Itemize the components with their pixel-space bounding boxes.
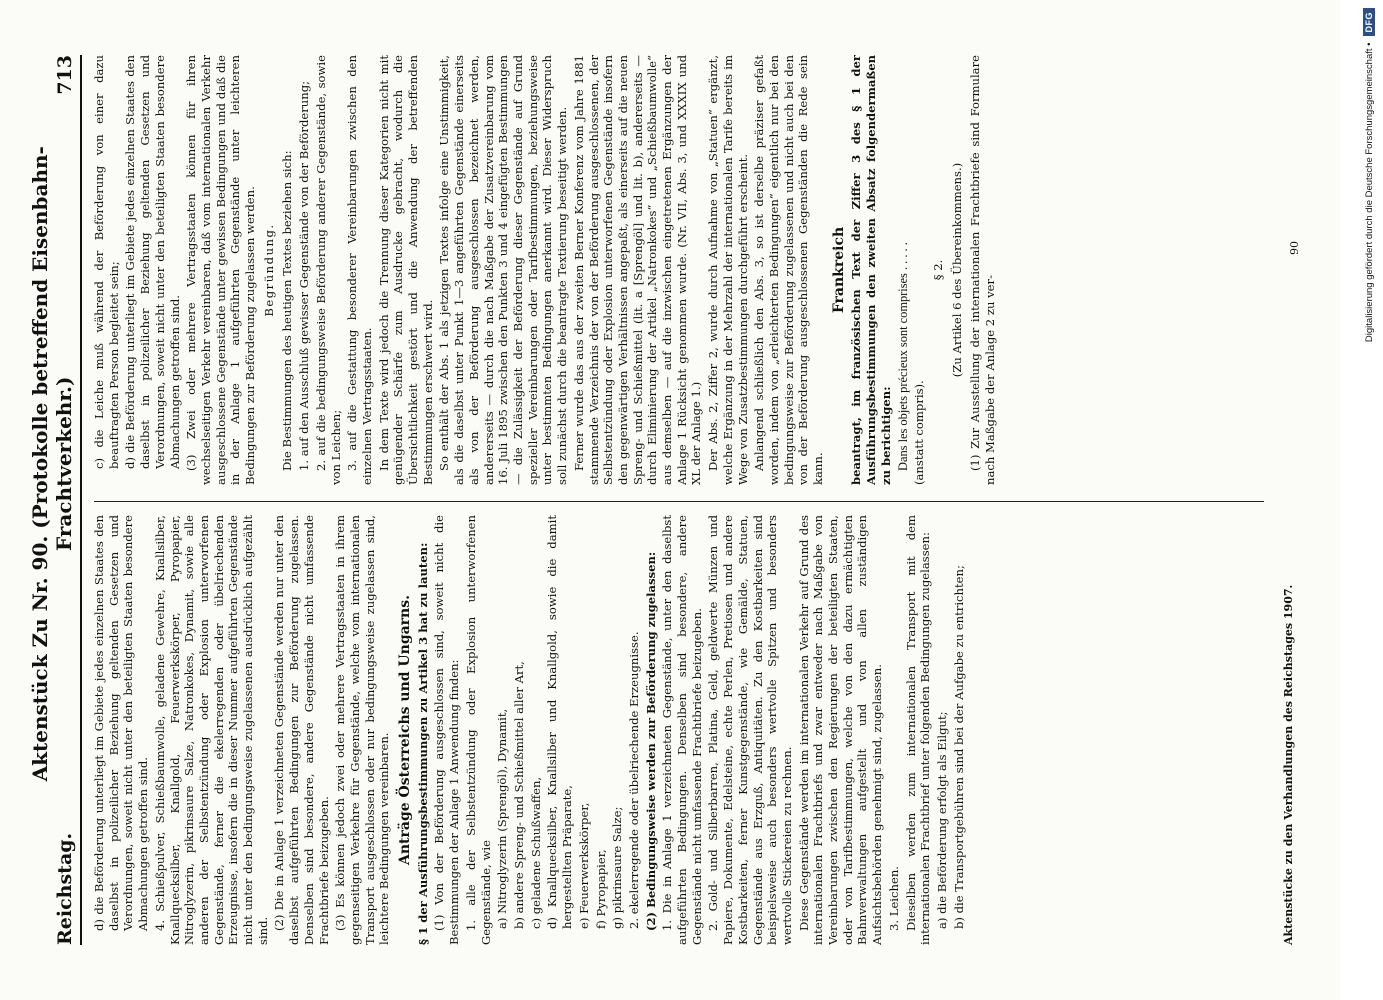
paragraph: Dieselben werden zum internationalen Transport mit dem internationalen Frachtbrief unter folgenden Bedingungen zugelassen: bbox=[903, 515, 933, 945]
paragraph: 2. auf die bedingungsweise Beförderung anderer Gegenstände, sowie von Leichen; bbox=[313, 55, 343, 485]
paragraph: Der Abs. 2, Ziffer 2, wurde durch Aufnahme von „Statuen“ ergänzt, welche Ergänzung in der Mehrzahl der internationalen Tarife bereits im Wege von Zusatzbestimmungen durchgeführt erscheint. bbox=[706, 55, 750, 485]
paragraph: 1. alle der Selbstentzündung oder Explosion unterworfenen Gegenstände, wie bbox=[463, 515, 493, 945]
list-item: a) die Beförderung erfolgt als Eilgut; bbox=[934, 711, 949, 929]
right-column bbox=[92, 55, 1272, 485]
section-heading: Begründung. bbox=[261, 223, 276, 317]
list-item: c) geladene Schußwaffen, bbox=[528, 776, 543, 929]
paragraph: 4. Schießpulver, Schießbaumwolle, geladene Gewehre, Knallsilber, Knallquecksilber, Knallgold, Feuerwerkskörper, Pyropapier, Nitroglyzerin, pikrinsaure Salze, Natronkokes, Dynamit, sowie alle anderen der Selbstentzündung oder Explosion unterworfenen Gegenstände, ferner die ekelerregenden oder übelriechenden Erzeugnisse, insofern die in dieser Nummer aufgeführten Gegenstände nicht unter den bedingungsweise zugelassenen ausdrücklich aufgezählt sind. bbox=[152, 515, 270, 945]
list-item: f) Pyropapier, bbox=[593, 849, 608, 929]
paragraph: Diese Gegenstände werden im internationalen Verkehr auf Grund des internationalen Frachtbriefs und zwar entweder nach Maßgabe von Vereinbarungen zwischen den Regierungen der beteiligten Staaten, oder von Tarifbestimmungen, welche von den dazu ermächtigten Bahnverwaltungen aufgestellt und von allen zuständigen Aufsichtsbehörden genehmigt sind, zugelassen. bbox=[796, 515, 885, 945]
paragraph: Dans les objets précieux sont comprises . . . . . bbox=[895, 242, 910, 471]
paragraph: (3) Es können jedoch zwei oder mehrere Vertragsstaaten in ihrem gegenseitigen Verkehre für Gegenstände, welche vom internationalen Transport ausgeschlossen oder nur bedingungsweise zugelassen sind, leichtere Bedingungen vereinbaren. bbox=[333, 515, 392, 945]
footer-note: Aktenstücke zu den Verhandlungen des Reichstages 1907. bbox=[1282, 584, 1295, 945]
list-item: b) die Transportgebühren sind bei der Aufgabe zu entrichten; bbox=[951, 565, 966, 929]
paragraph: d) die Beförderung unterliegt im Gebiete jedes einzelnen Staates den daselbst in polizeilicher Beziehung geltenden Gesetzen und Verordnungen, soweit nicht unter den beteiligten Staaten besondere Abmachungen getroffen sind. bbox=[92, 515, 151, 931]
paragraph: Anlangend schließlich den Abs. 3, so ist derselbe präziser gefaßt worden, indem von „erleichterten Bedingungen“ eigentlich nur bei den bedingungsweise zur Beförderung zugelassenen und nicht auch bei den von der Beförderung ausgeschlossenen Gegenständen die Rede sein kann. bbox=[752, 55, 826, 485]
paragraph: 1. Die in Anlage 1 verzeichneten Gegenstände, unter den daselbst aufgeführten Bedingungen. Denselben sind besondere, andere Gegenstände nicht umfassende Frachtbriefe beizugeben. bbox=[660, 515, 704, 945]
paragraph: 1. auf den Ausschluß gewisser Gegenstände von der Beförderung; bbox=[297, 80, 312, 471]
paragraph: (2) Bedingungsweise werden zur Beförderung zugelassen: bbox=[643, 551, 658, 931]
section-heading: Anträge Österreichs und Ungarns. bbox=[397, 595, 414, 865]
paragraph: 3. Leichen. bbox=[886, 866, 901, 931]
paragraph: (3) Zwei oder mehrere Vertragsstaaten können für ihren wechselseitigen Verkehr vereinbaren, daß vom internationalen Verkehr ausgeschlossene Gegenstände unter gewissen Bedingungen und daß die in der Anlage 1 aufgeführten Gegenstände unter leichteren Bedingungen zur Beförderung zugelassen werden. bbox=[184, 55, 258, 485]
digitization-text: Digitalisierung gefördert durch die Deutsche Forschungsgemeinschaft • bbox=[1363, 42, 1375, 343]
list-item: 2. ekelerregende oder übelriechende Erzeugnisse. bbox=[626, 631, 641, 929]
paragraph: Die Bestimmungen des heutigen Textes beziehen sich: bbox=[280, 150, 295, 471]
paragraph: (1) Von der Beförderung ausgeschlossen sind, soweit nicht die Bestimmungen der Anlage 1 Anwendung finden: bbox=[432, 515, 462, 945]
list-item: d) die Beförderung unterliegt im Gebiete jedes einzelnen Staates den daselbst in polizeilicher Beziehung geltenden Gesetzen und Verordnungen, soweit nicht unter den beteiligten Staaten besondere Abmachungen getroffen sind. bbox=[123, 55, 182, 469]
column-divider bbox=[94, 501, 1264, 502]
list-item: e) Feuerwerkskörper, bbox=[576, 802, 591, 929]
paragraph: beantragt, im französischen Text der Ziffer 3 des § 1 der Ausführungsbestimmungen den zweiten Absatz folgendermaßen zu berichtigen: bbox=[849, 55, 893, 485]
list-item: b) andere Spreng- und Schießmittel aller Art, bbox=[511, 661, 526, 929]
signature-mark: 90 bbox=[1288, 241, 1301, 255]
paragraph: 3. auf die Gestattung besonderer Vereinbarungen zwischen den einzelnen Vertragsstaaten. bbox=[345, 55, 374, 485]
list-item: c) die Leiche muß während der Beförderung von einer dazu beauftragten Person begleitet sein; bbox=[92, 55, 121, 469]
page-number: 713 bbox=[54, 55, 76, 95]
page-header bbox=[28, 55, 82, 945]
paragraph: So enthält der Abs. 1 als jetzigen Textes infolge eine Unstimmigkeit, als die daselbst unter Punkt 1—3 angeführten Gegenstände einerseits als von der Beförderung ausgeschlossen bezeichnet werden, andererseits — durch die nach Maßgabe der Zusatzvereinbarung vom 16. Juli 1895 zwischen den Punkten 3 und 4 eingefügten Bestimmungen — die Zulässigkeit der Beförderung dieser Gegenstände auf Grund spezieller Vereinbarungen oder Tarifbestimmungen, beziehungsweise unter bestimmten Bedingungen anerkannt wird. Dieser Widerspruch soll zunächst durch die beantragte Textierung beseitigt werden. bbox=[437, 55, 570, 485]
paragraph: (1) Zur Ausstellung der internationalen Frachtbriefe sind Formulare nach Maßgabe der Anlage 2 zu ver- bbox=[968, 55, 998, 485]
list-item: g) pikrinsaure Salze; bbox=[610, 806, 625, 929]
section-number: § 2. bbox=[930, 259, 945, 281]
dfg-logo: DFG bbox=[1363, 8, 1375, 37]
paragraph: In dem Texte wird jedoch die Trennung dieser Kategorien nicht mit genügender Schärfe zum Ausdrucke gebracht, wodurch die Übersichtlichkeit gestört und die Anwendung der betreffenden Bestimmungen erschwert wird. bbox=[376, 55, 435, 485]
list-item: d) Knallquecksilber, Knallsilber und Knallgold, sowie die damit hergestellten Präparate, bbox=[545, 515, 575, 929]
left-column bbox=[92, 515, 1272, 945]
digitization-note bbox=[1358, 8, 1380, 992]
paragraph: Ferner wurde das aus der zweiten Berner Konferenz vom Jahre 1881 stammende Verzeichnis der von der Beförderung ausgeschlossenen, der Selbstentzündung oder Explosion unterworfenen Gegenstände insofern den gegenwärtigen Verhältnissen angepaßt, als einerseits auf die neuen Spreng- und Schießmittel (lit. a [Sprengöl] und lit. b), andererseits — durch Eliminierung der Artikel „Natronkokes“ und „Schießbaumwolle“ aus demselben — auf die inzwischen eingetretenen Ergänzungen der Anlage 1 Rücksicht genommen wurde. (Nr. VII, Abs. 3, und XXXIX und XL der Anlage 1.) bbox=[571, 55, 704, 485]
header-left: Reichstag. bbox=[54, 832, 76, 945]
paragraph: 2. Gold- und Silberbarren, Platina, Geld, geldwerte Münzen und Papiere, Dokumente, Edelsteine, echte Perlen, Pretiosen und andere Kostbarkeiten, ferner Kunstgegenstände, wie Gemälde, Statuen, Gegenstände aus Erzguß, Antiquitäten. Zu den Kostbarkeiten sind beispielsweise auch besonders wertvolle Spitzen und besonders wertvolle Stickereien zu rechnen. bbox=[706, 515, 794, 945]
paragraph: (anstatt compris). bbox=[912, 380, 927, 485]
subheading: § 1 der Ausführungsbestimmungen zu Artikel 3 hat zu lauten: bbox=[415, 542, 430, 945]
header-title: Aktenstück Zu Nr. 90. (Protokolle betreffend Eisenbahn-Frachtverkehr.) bbox=[28, 146, 76, 782]
paragraph: (2) Die in Anlage 1 verzeichneten Gegenstände werden nur unter den daselbst aufgeführten Bedingungen zur Beförderung zugelassen. Denselben sind besondere, andere Gegenstände nicht umfassende Frachtbriefe beizugeben. bbox=[272, 515, 331, 945]
section-subtitle: (Zu Artikel 6 des Übereinkommens.) bbox=[949, 162, 964, 378]
list-item: a) Nitroglyzerin (Sprengöl), Dynamit, bbox=[495, 708, 510, 929]
section-heading: Frankreich bbox=[830, 226, 847, 314]
